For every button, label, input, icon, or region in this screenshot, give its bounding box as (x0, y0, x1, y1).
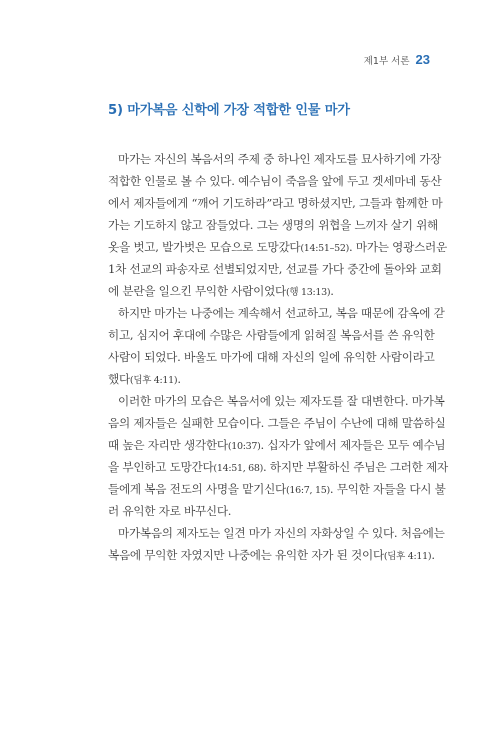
text-line (108, 192, 443, 214)
paragraph (108, 390, 448, 522)
text-line (108, 478, 446, 500)
text-run: 복음에 무익한 자였지만 나중에는 유익한 자가 된 것이다 (108, 548, 384, 562)
text-line (108, 170, 442, 192)
text-run: 에서 제자들에게 “깨어 기도하라”라고 명하셨지만, 그들과 함께한 마 (108, 196, 443, 210)
text-run: . 마가는 영광스러운 (349, 240, 447, 254)
scripture-reference: (행 13:13) (286, 287, 331, 298)
text-line (108, 214, 438, 236)
text-line (108, 500, 438, 522)
text-line (108, 236, 447, 258)
scripture-reference: (10:37) (227, 441, 261, 452)
text-run: 적합한 인물로 볼 수 있다. 예수님이 죽음을 앞에 두고 겟세마네 동산 (108, 174, 442, 188)
body-text (108, 128, 448, 566)
text-line (108, 280, 438, 302)
scripture-reference: (14:51–52) (300, 243, 350, 254)
running-header (364, 52, 430, 67)
text-line (108, 258, 442, 280)
paragraph (108, 148, 447, 302)
text-run: 때 높은 자리만 생각한다 (108, 438, 228, 452)
text-run: 하지만 마가는 나중에는 계속해서 선교하고, 복음 때문에 감옥에 갇 (118, 306, 445, 320)
text-run: 이러한 마가의 모습은 복음서에 있는 제자도를 잘 대변한다. 마가복 (118, 394, 445, 408)
text-run: 음의 제자들은 실패한 모습이다. 그들은 주님이 수난에 대해 말씀하실 (108, 416, 446, 430)
section-title: 5) 마가복음 신학에 가장 적합한 인물 마가 (108, 103, 350, 118)
text-line (108, 456, 448, 478)
chapter-label: 제1부 서론 (363, 56, 410, 67)
text-run: 1차 선교의 파송자로 선별되었지만, 선교를 가다 중간에 돌아와 교회 (108, 262, 442, 276)
text-run: 가는 기도하지 않고 잠들었다. 그는 생명의 위협을 느끼자 살기 위해 (108, 218, 438, 232)
text-run: 러 유익한 자로 바꾸신다. (108, 504, 232, 518)
text-run: 들에게 복음 전도의 사명을 맡기신다 (108, 482, 286, 496)
section-spacing (108, 128, 438, 148)
text-run: 사람이 되었다. 바울도 마가에 대해 자신의 일에 유익한 사람이라고 (108, 350, 435, 364)
text-run: 히고, 심지어 후대에 수많은 사람들에게 읽혀질 복음서를 쓴 유익한 (108, 328, 435, 342)
text-line (108, 412, 446, 434)
text-line (108, 346, 438, 368)
paragraph (108, 522, 445, 566)
text-run: 옷을 벗고, 발가벗은 모습으로 도망갔다 (108, 240, 301, 254)
page-number: 23 (415, 52, 430, 67)
scripture-reference: (16:7, 15) (286, 485, 330, 496)
text-line (108, 148, 442, 170)
text-run: 마가복음의 제자도는 일견 마가 자신의 자화상일 수 있다. 처음에는 (118, 526, 445, 540)
text-run: 을 부인하고 도망간다 (108, 460, 214, 474)
text-line (108, 544, 438, 566)
text-line (108, 522, 445, 544)
text-run: . 하지만 부활하신 주님은 그러한 제자 (263, 460, 448, 474)
text-line (108, 302, 445, 324)
text-line (108, 434, 446, 456)
scripture-reference: (딤후 4:11) (383, 551, 432, 562)
text-run: 했다 (108, 372, 130, 386)
text-line (108, 324, 438, 346)
text-run: . 십자가 앞에서 제자들은 모두 예수님 (260, 438, 446, 452)
scripture-reference: (14:51, 68) (213, 463, 264, 474)
text-line (108, 368, 438, 390)
text-run: . (177, 372, 181, 386)
text-run: . 무익한 자들을 다시 불 (329, 482, 446, 496)
paragraph (108, 302, 445, 390)
text-line (108, 390, 445, 412)
text-run: 마가는 자신의 복음서의 주제 중 하나인 제자도를 묘사하기에 가장 (118, 152, 442, 166)
text-run: . (330, 284, 334, 298)
text-run: 에 분란을 일으킨 무익한 사람이었다 (108, 284, 286, 298)
scripture-reference: (딤후 4:11) (129, 375, 178, 386)
text-run: . (431, 548, 435, 562)
